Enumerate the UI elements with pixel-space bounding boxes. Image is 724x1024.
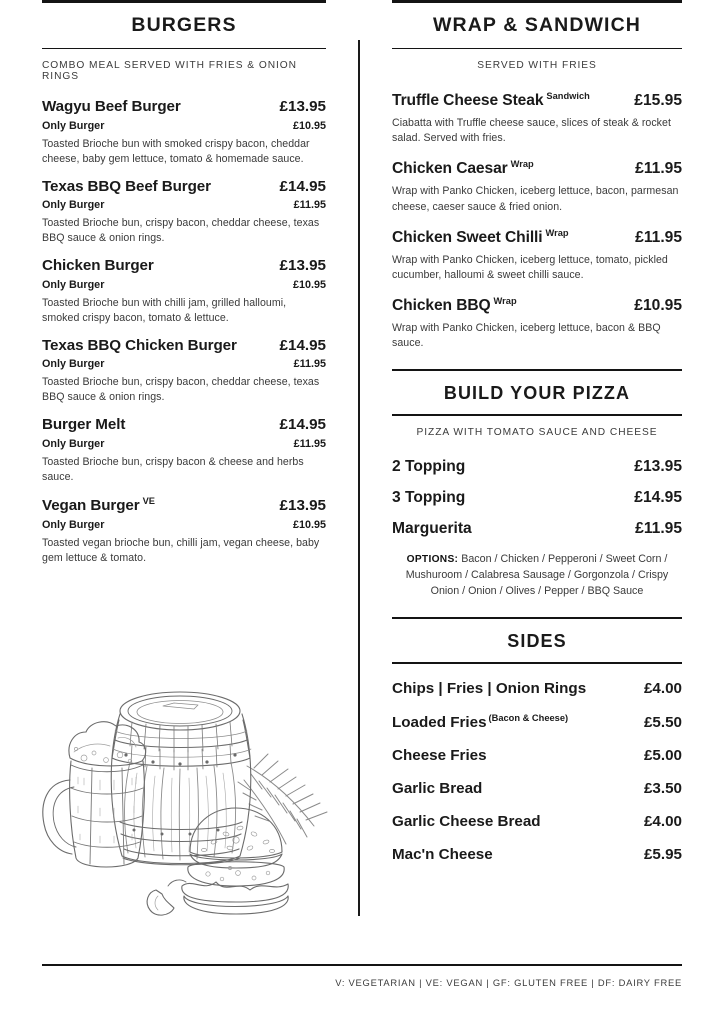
item-name: Wagyu Beef Burger xyxy=(42,98,181,115)
menu-item[interactable] xyxy=(392,846,682,863)
pizza-options-label: OPTIONS: xyxy=(406,553,459,565)
item-superscript: Wrap xyxy=(510,159,534,170)
item-price: £13.95 xyxy=(634,457,682,475)
item-sub-price: £11.95 xyxy=(293,199,326,212)
item-sub-price: £11.95 xyxy=(293,437,326,450)
item-name: Texas BBQ Beef Burger xyxy=(42,177,211,195)
item-sub-price: £10.95 xyxy=(292,278,326,291)
menu-item[interactable] xyxy=(42,416,326,485)
menu-item[interactable] xyxy=(392,489,682,507)
item-sub-price: £10.95 xyxy=(292,119,326,132)
pizza-items xyxy=(392,458,682,538)
menu-item[interactable] xyxy=(42,98,326,167)
item-description: Wrap with Panko Chicken, iceberg lettuce, bacon, parmesan cheese, caeser sauce & fried onion. xyxy=(392,185,679,213)
menu-item[interactable] xyxy=(392,813,682,830)
sides-section-header xyxy=(392,619,682,664)
item-price: £5.00 xyxy=(643,746,682,764)
item-sub-label: Only Burger xyxy=(42,358,105,371)
item-sub-price: £10.95 xyxy=(292,518,326,531)
item-name: Truffle Cheese Steak $^{Sandwich}$ xyxy=(392,91,590,110)
right-column xyxy=(392,0,682,863)
item-superscript: VE xyxy=(142,496,155,507)
item-price: £14.95 xyxy=(634,488,682,506)
item-price: £11.95 xyxy=(635,160,682,178)
left-column xyxy=(42,0,326,566)
item-price: £5.50 xyxy=(643,713,682,731)
item-description: Wrap with Panko Chicken, iceberg lettuce, tomato, pickled cucumber, halloumi & sweet chilli sauce. xyxy=(392,253,668,281)
item-description: Toasted Brioche bun with chilli jam, grilled halloumi, smoked crispy bacon, tomato & lettuce. xyxy=(42,296,287,324)
dietary-legend: V: VEGETARIAN | VE: VEGAN | GF: GLUTEN FREE | DF: DAIRY FREE xyxy=(335,977,682,989)
item-name: Garlic Bread xyxy=(392,779,483,797)
wrap-sandwich-section-header xyxy=(392,0,682,49)
item-name: Loaded Fries $^{(Bacon \& Cheese)}$ xyxy=(392,712,569,731)
menu-item[interactable] xyxy=(392,228,682,283)
pizza-title: BUILD YOUR PIZZA xyxy=(443,383,631,404)
menu-item[interactable] xyxy=(392,780,682,797)
pizza-section-header xyxy=(392,371,682,416)
item-superscript: (Bacon & Cheese) xyxy=(488,712,569,723)
beer-mug-barrel-burger-illustration xyxy=(22,648,342,923)
item-name: 3 Topping xyxy=(392,488,466,506)
sides-items xyxy=(392,680,682,863)
menu-item[interactable] xyxy=(392,91,682,146)
item-price: £15.95 xyxy=(634,92,682,110)
menu-item[interactable] xyxy=(392,520,682,538)
burgers-subtitle: COMBO MEAL SERVED WITH FRIES & ONION RINGS xyxy=(42,60,297,82)
item-price: £10.95 xyxy=(634,296,682,314)
item-price: £4.00 xyxy=(643,679,682,697)
burgers-title: BURGERS xyxy=(131,14,237,36)
pizza-subtitle: PIZZA WITH TOMATO SAUCE AND CHEESE xyxy=(416,426,658,438)
sides-title: SIDES xyxy=(507,631,567,652)
item-name: 2 Topping xyxy=(392,457,466,475)
item-description: Toasted Brioche bun, crispy bacon, cheddar cheese, texas BBQ sauce & onion rings. xyxy=(42,376,320,404)
item-name: Burger Melt xyxy=(42,416,126,434)
pizza-options xyxy=(392,551,682,599)
item-name: Mac'n Cheese xyxy=(392,845,493,863)
item-price: £11.95 xyxy=(635,228,682,246)
item-sub-label: Only Burger xyxy=(42,199,105,212)
item-price: £5.95 xyxy=(643,845,682,863)
item-name: Chicken Burger xyxy=(42,257,154,275)
menu-item[interactable] xyxy=(392,296,682,351)
item-sub-label: Only Burger xyxy=(42,278,105,291)
item-price: £14.95 xyxy=(279,416,326,434)
item-name: Chips | Fries | Onion Rings xyxy=(392,679,587,697)
item-price: £13.95 xyxy=(279,497,326,515)
item-description: Toasted vegan brioche bun, chilli jam, vegan cheese, baby gem lettuce & tomato. xyxy=(42,536,320,564)
burgers-items xyxy=(42,98,326,566)
menu-item[interactable] xyxy=(42,337,326,406)
menu-item[interactable] xyxy=(42,178,326,247)
item-price: £3.50 xyxy=(643,779,682,797)
item-superscript: Wrap xyxy=(545,227,569,238)
item-name: Marguerita xyxy=(392,519,472,537)
menu-item[interactable] xyxy=(392,713,682,731)
burgers-section-header xyxy=(42,0,326,49)
item-superscript: Sandwich xyxy=(546,91,590,101)
item-name: Garlic Cheese Bread xyxy=(392,812,541,830)
item-name: Texas BBQ Chicken Burger xyxy=(42,336,237,354)
menu-item[interactable] xyxy=(42,257,326,326)
item-sub-price: £11.95 xyxy=(293,358,326,371)
item-description: Toasted Brioche bun, crispy bacon & cheese and herbs sauce. xyxy=(42,455,304,484)
wrap-sandwich-items xyxy=(392,91,682,351)
item-sub-label: Only Burger xyxy=(42,119,105,132)
item-sub-label: Only Burger xyxy=(42,437,105,450)
item-description: Toasted Brioche bun with smoked crispy bacon, cheddar cheese, baby gem lettuce, tomato & homemade sauce. xyxy=(42,137,310,165)
wrap-sandwich-subtitle: SERVED WITH FRIES xyxy=(477,60,597,71)
item-description: Ciabatta with Truffle cheese sauce, slices of steak & rocket salad. Served with fries. xyxy=(392,117,671,145)
item-sub-label: Only Burger xyxy=(42,518,105,531)
footer-rule xyxy=(42,964,682,966)
footer xyxy=(42,964,682,988)
wrap-sandwich-title: WRAP & SANDWICH xyxy=(433,14,641,36)
item-price: £14.95 xyxy=(279,336,326,354)
item-name: Chicken Sweet Chilli $^{Wrap}$ xyxy=(392,227,569,246)
item-price: £4.00 xyxy=(643,812,682,830)
item-description: Toasted Brioche bun, crispy bacon, cheddar cheese, texas BBQ sauce & onion rings. xyxy=(42,217,320,245)
item-description: Wrap with Panko Chicken, iceberg lettuce, bacon & BBQ sauce. xyxy=(392,322,661,350)
item-name: Chicken BBQ $^{Wrap}$ xyxy=(392,295,517,314)
item-price: £13.95 xyxy=(279,98,326,115)
item-name: Vegan Burger $^{VE}$ xyxy=(42,496,155,515)
item-price: £11.95 xyxy=(635,519,682,537)
menu-item[interactable] xyxy=(392,159,682,214)
menu-item[interactable] xyxy=(42,496,326,566)
item-price: £14.95 xyxy=(279,177,326,195)
item-name: Cheese Fries xyxy=(392,746,487,764)
item-superscript: Wrap xyxy=(493,295,517,306)
menu-item[interactable] xyxy=(392,680,682,697)
item-price: £13.95 xyxy=(279,257,326,275)
rule-bottom xyxy=(392,662,682,664)
menu-item[interactable] xyxy=(392,458,682,476)
item-name: Chicken Caesar $^{Wrap}$ xyxy=(392,159,534,178)
menu-item[interactable] xyxy=(392,747,682,764)
pizza-options-text: Bacon / Chicken / Pepperoni / Sweet Corn / Mushuroom / Calabresa Sausage / Gorgonzola / Crispy Onion / Onion / Olives / Pepper / BBQ Sauce xyxy=(405,552,669,598)
